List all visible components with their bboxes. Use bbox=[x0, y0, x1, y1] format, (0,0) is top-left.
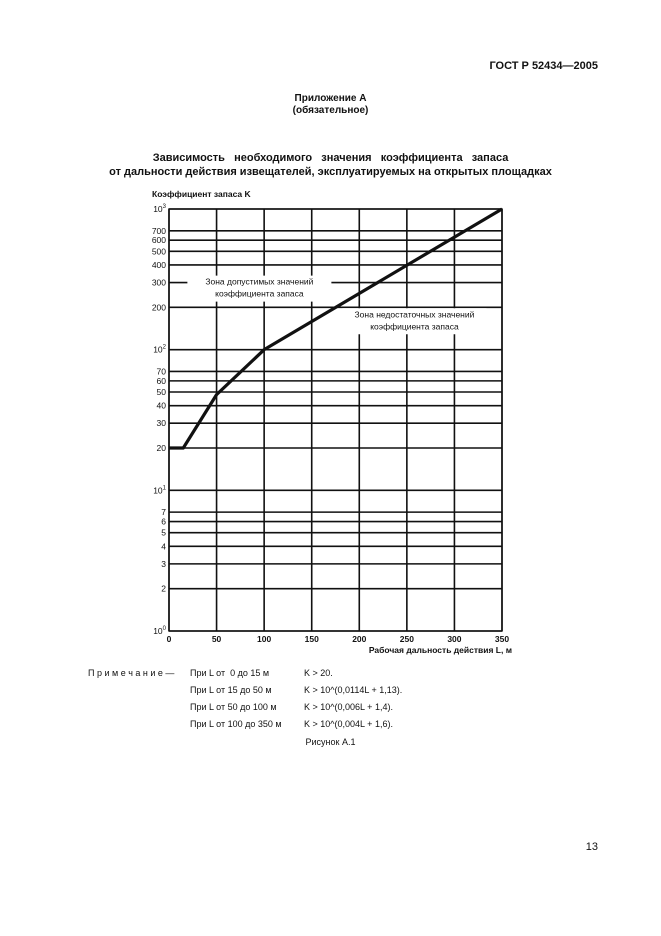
note-range: При L от 50 до 100 м bbox=[190, 702, 277, 712]
y-tick-label: 200 bbox=[151, 302, 166, 313]
note-row bbox=[88, 716, 402, 733]
zone-annotation: коэффициента запаса bbox=[370, 321, 459, 332]
y-tick-label: 7 bbox=[161, 507, 166, 518]
x-tick-label: 250 bbox=[399, 634, 414, 644]
y-tick-label: 300 bbox=[151, 277, 166, 288]
note-label: П р и м е ч а н и е — bbox=[88, 668, 175, 678]
y-tick-label: $10^2$ bbox=[153, 344, 166, 355]
note-formula: K > 10^(0,0114L + 1,13). bbox=[304, 685, 403, 695]
standard-header: ГОСТ Р 52434—2005 bbox=[489, 60, 598, 72]
note-range: При L от 100 до 350 м bbox=[190, 719, 282, 729]
x-tick-label: 200 bbox=[352, 634, 367, 644]
zone-annotation: Зона недостаточных значений bbox=[354, 309, 475, 320]
x-tick-label: 50 bbox=[211, 634, 222, 644]
y-tick-label: $10^3$ bbox=[153, 204, 166, 214]
appendix-title: Приложение А bbox=[294, 93, 367, 104]
note-row bbox=[88, 682, 402, 699]
y-tick-label: 5 bbox=[161, 527, 166, 538]
y-tick-label: 40 bbox=[156, 400, 166, 411]
chart-title-line1: Зависимость необходимого значения коэффициента запаса bbox=[152, 152, 509, 164]
zone-annotation: коэффициента запаса bbox=[215, 288, 304, 299]
y-tick-label: 400 bbox=[151, 259, 166, 270]
y-tick-label: 50 bbox=[156, 387, 166, 398]
note-formula: K > 10^(0,006L + 1,4). bbox=[304, 702, 393, 712]
x-tick-label: 100 bbox=[257, 634, 272, 644]
y-tick-label: 70 bbox=[156, 366, 166, 377]
y-tick-label: 30 bbox=[156, 418, 166, 429]
page-number: 13 bbox=[585, 841, 598, 853]
y-tick-label: 500 bbox=[151, 246, 166, 257]
x-tick-label: 350 bbox=[494, 634, 510, 644]
x-tick-label: 300 bbox=[447, 634, 462, 644]
x-tick-label: 0 bbox=[166, 634, 172, 644]
y-tick-label: 20 bbox=[156, 442, 166, 453]
figure-caption: Рисунок А.1 bbox=[305, 737, 356, 747]
zone-annotation: Зона допустимых значений bbox=[205, 276, 314, 287]
y-tick-label: 2 bbox=[161, 583, 166, 594]
y-tick-label: $10^1$ bbox=[153, 485, 166, 496]
note-formula: K > 10^(0,004L + 1,6). bbox=[304, 719, 393, 729]
y-tick-label: 3 bbox=[161, 558, 166, 569]
y-tick-label: 4 bbox=[161, 541, 166, 552]
note-formula: K > 20. bbox=[304, 668, 333, 678]
y-axis-label: Коэффициент запаса K bbox=[152, 189, 251, 199]
y-tick-label: $10^0$ bbox=[153, 626, 166, 636]
note-range: При L от 0 до 15 м bbox=[190, 668, 270, 678]
plot-frame bbox=[169, 209, 502, 631]
appendix-subtitle: (обязательное) bbox=[292, 105, 369, 116]
y-tick-label: 6 bbox=[161, 516, 166, 527]
note-range: При L от 15 до 50 м bbox=[190, 685, 272, 695]
note-row bbox=[88, 699, 402, 716]
y-tick-label: 60 bbox=[156, 375, 166, 386]
y-tick-label: 700 bbox=[151, 225, 166, 236]
x-axis-label: Рабочая дальность действия L, м bbox=[368, 645, 512, 655]
y-tick-label: 600 bbox=[151, 235, 166, 246]
x-tick-label: 150 bbox=[304, 634, 319, 644]
note-block bbox=[88, 665, 402, 733]
note-row bbox=[88, 665, 402, 682]
chart-title-line2: от дальности действия извещателей, эксплуатируемых на открытых площадках bbox=[109, 166, 552, 178]
